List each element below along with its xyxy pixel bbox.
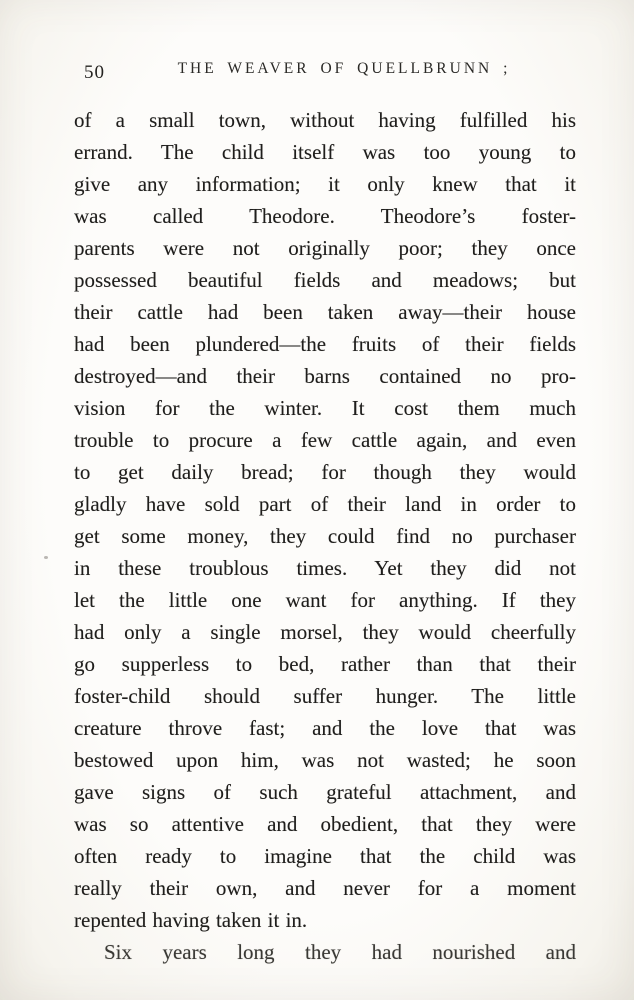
text-line: often ready to imagine that the child was: [74, 844, 576, 868]
scan-speck: [44, 556, 48, 559]
text-line: trouble to procure a few cattle again, and even: [74, 428, 576, 452]
text-line: really their own, and never for a moment: [74, 876, 576, 900]
text-line: vision for the winter. It cost them much: [74, 396, 576, 420]
text-line: foster-child should suffer hunger. The little: [74, 684, 576, 708]
text-line: possessed beautiful fields and meadows; but: [74, 268, 576, 292]
text-line: parents were not originally poor; they once: [74, 236, 576, 260]
text-line: had been plundered—the fruits of their fields: [74, 332, 576, 356]
text-line: creature throve fast; and the love that was: [74, 716, 576, 740]
text-line: Six years long they had nourished and: [104, 940, 576, 964]
text-line: was so attentive and obedient, that they were: [74, 812, 576, 836]
text-line: let the little one want for anything. If they: [74, 588, 576, 612]
text-line: bestowed upon him, was not wasted; he soon: [74, 748, 576, 772]
text-line: was called Theodore. Theodore’s foster-: [74, 204, 576, 228]
text-line: gave signs of such grateful attachment, and: [74, 780, 576, 804]
running-title: THE WEAVER OF QUELLBRUNN ;: [177, 60, 511, 77]
text-line: repented having taken it in.: [74, 908, 308, 932]
text-line: go supperless to bed, rather than that their: [74, 652, 576, 676]
text-line: to get daily bread; for though they would: [74, 460, 576, 484]
text-line: errand. The child itself was too young to: [74, 140, 576, 164]
text-line: in these troublous times. Yet they did not: [74, 556, 576, 580]
text-line: their cattle had been taken away—their house: [74, 300, 576, 324]
text-line: give any information; it only knew that it: [74, 172, 576, 196]
page-number: 50: [84, 62, 105, 83]
text-line: of a small town, without having fulfilled his: [74, 108, 576, 132]
body-text: [74, 104, 576, 968]
text-line: get some money, they could find no purchaser: [74, 524, 576, 548]
page-header: [74, 60, 576, 88]
text-line: gladly have sold part of their land in order to: [74, 492, 576, 516]
text-line: had only a single morsel, they would cheerfully: [74, 620, 576, 644]
text-line: destroyed—and their barns contained no pro-: [74, 364, 576, 388]
